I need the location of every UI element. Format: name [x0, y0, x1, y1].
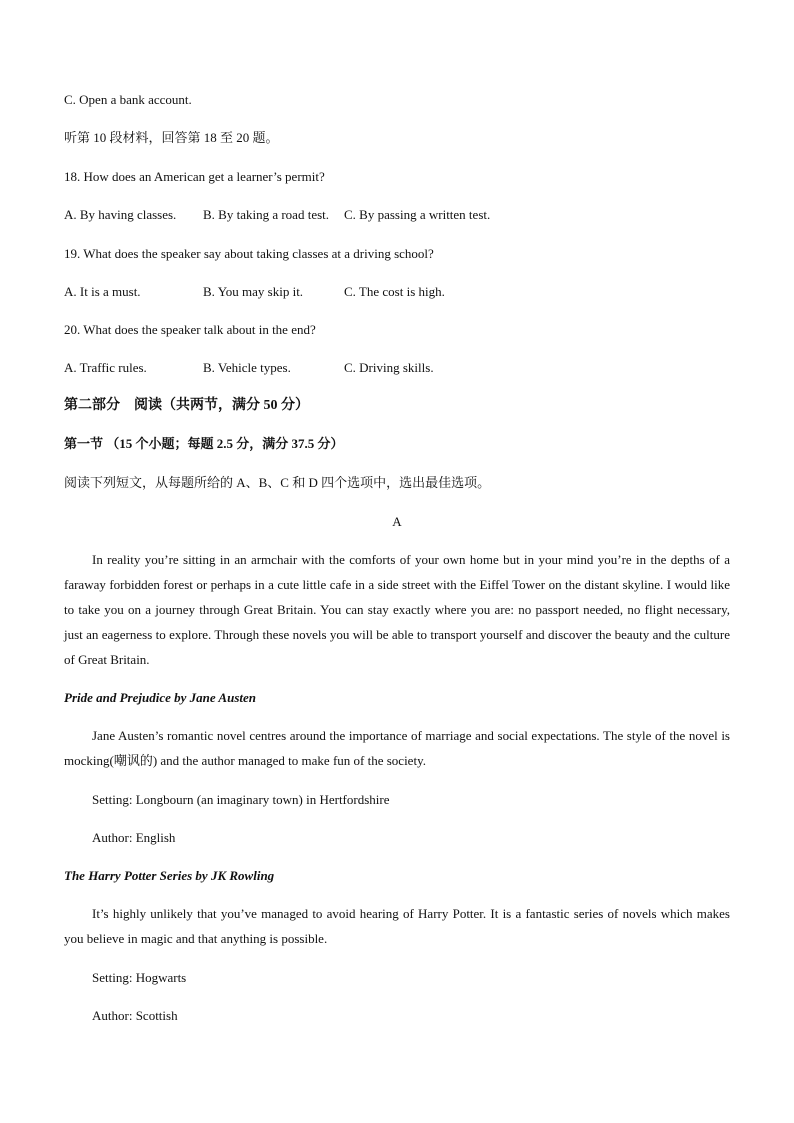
q20-option-a: A. Traffic rules.	[64, 360, 147, 375]
book1-author: Author: English	[92, 830, 176, 845]
section-10-instruction: 听第 10 段材料，回答第 18 至 20 题。	[64, 130, 279, 145]
q18-question: 18. How does an American get a learner’s permit?	[64, 169, 325, 184]
passage-label: A	[392, 514, 402, 529]
q18-option-c: C. By passing a written test.	[344, 207, 491, 222]
q20-option-b: B. Vehicle types.	[203, 360, 291, 375]
intro-paragraph: In reality you’re sitting in an armchair with the comforts of your own home but in your mind you’re in the depths of a faraway forbidden forest or perhaps in a cute little cafe in a side street with the Eiffel Tower on the distant skyline. I would like to take you on a journey through Great Britain. You can stay exactly where you are: no passport needed, no flight necessary, just an eagerness to explore. Through these novels you will be able to transport yourself and discover the beauty and the culture of Great Britain.	[64, 552, 730, 667]
book1-description: Jane Austen’s romantic novel centres around the importance of marriage and social expectations. The style of the novel is mocking(嘲讽的) and the author managed to make fun of the society.	[64, 728, 730, 768]
section1-heading: 第一节 （15 个小题；每题 2.5 分，满分 37.5 分）	[64, 436, 344, 451]
q17-option-c: C. Open a bank account.	[64, 92, 192, 107]
book1-title: Pride and Prejudice by Jane Austen	[64, 690, 256, 705]
q20-option-c: C. Driving skills.	[344, 360, 434, 375]
book2-description: It’s highly unlikely that you’ve managed to avoid hearing of Harry Potter. It is a fantastic series of novels which makes you believe in magic and that anything is possible.	[64, 906, 730, 946]
part2-heading: 第二部分 阅读（共两节，满分 50 分）	[64, 398, 309, 413]
q19-option-c: C. The cost is high.	[344, 284, 445, 299]
q19-option-b: B. You may skip it.	[203, 284, 304, 299]
q19-question: 19. What does the speaker say about taking classes at a driving school?	[64, 246, 434, 261]
q20-question: 20. What does the speaker talk about in the end?	[64, 322, 316, 337]
q18-option-b: B. By taking a road test.	[203, 207, 330, 222]
book2-title: The Harry Potter Series by JK Rowling	[64, 868, 275, 883]
book2-author: Author: Scottish	[92, 1008, 178, 1023]
q19-option-a: A. It is a must.	[64, 284, 141, 299]
book1-setting: Setting: Longbourn (an imaginary town) in Hertfordshire	[92, 792, 390, 807]
reading-instruction: 阅读下列短文，从每题所给的 A、B、C 和 D 四个选项中，选出最佳选项。	[64, 475, 491, 490]
book2-setting: Setting: Hogwarts	[92, 970, 187, 985]
q18-option-a: A. By having classes.	[64, 207, 177, 222]
